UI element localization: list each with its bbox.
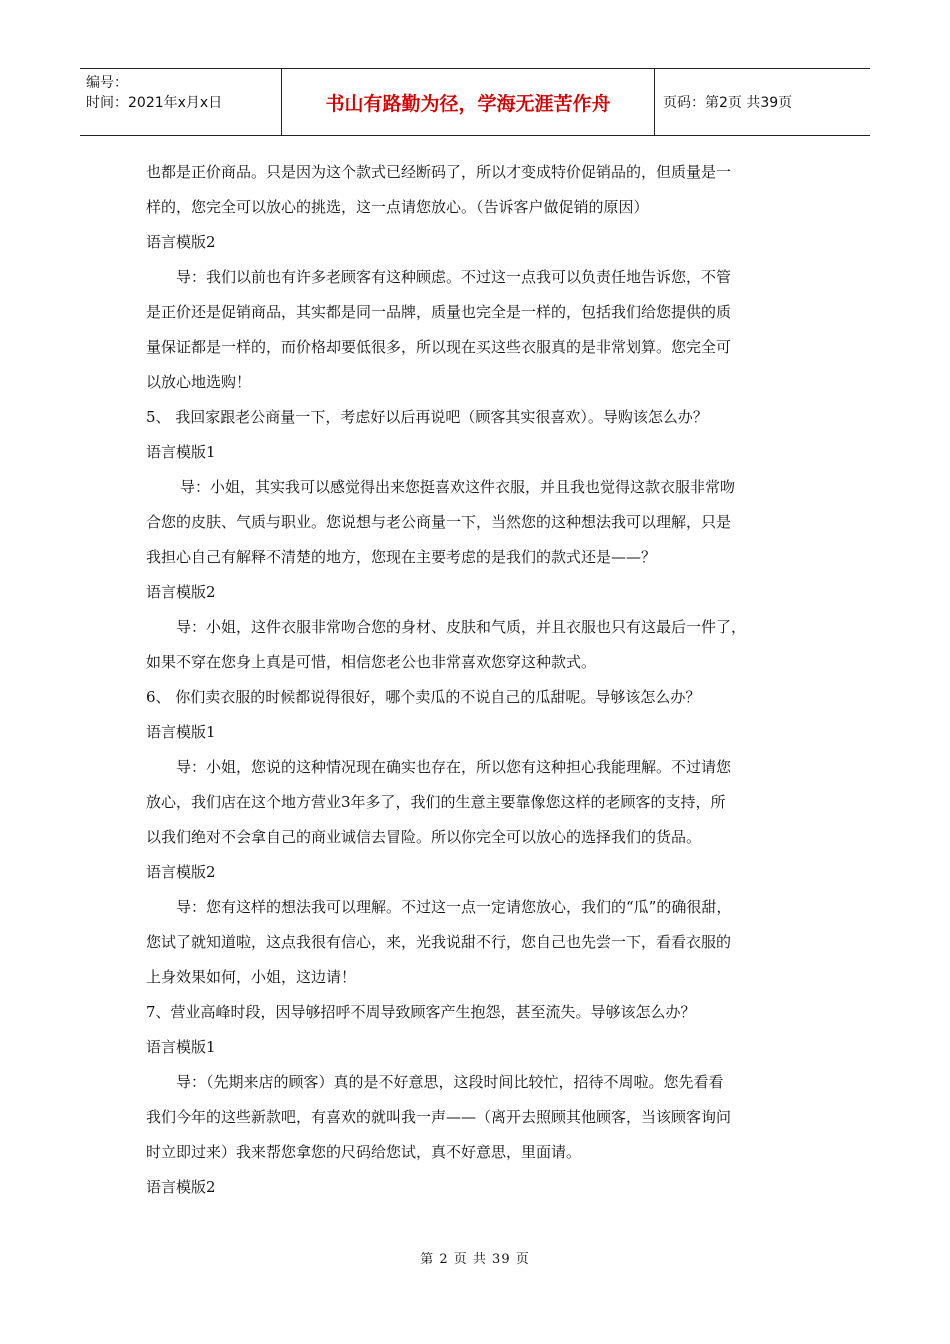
- text-line: 样的，您完全可以放心的挑选，这一点请您放心。（告诉客户做促销的原因）: [146, 198, 649, 216]
- document-header: [80, 68, 870, 136]
- text-line: 我们今年的这些新款吧，有喜欢的就叫我一声——（离开去照顾其他顾客，当该顾客询问: [146, 1108, 732, 1126]
- header-page-info: 页码：第2页 共39页: [663, 95, 793, 111]
- page-footer: 第 2 页 共 39 页: [420, 1252, 530, 1267]
- text-line: 上身效果如何，小姐，这边请！: [146, 968, 357, 986]
- text-line: 导：我们以前也有许多老顾客有这种顾虑。不过这一点我可以负责任地告诉您，不管: [176, 268, 732, 286]
- text-line: 是正价还是促销商品，其实都是同一品牌，质量也完全是一样的，包括我们给您提供的质: [146, 303, 732, 321]
- text-line: 合您的皮肤、气质与职业。您说想与老公商量一下，当然您的这种想法我可以理解，只是: [146, 513, 732, 531]
- text-line: 如果不穿在您身上真是可惜，相信您老公也非常喜欢您穿这种款式。: [146, 653, 597, 671]
- text-line: 我担心自己有解释不清楚的地方，您现在主要考虑的是我们的款式还是——？: [146, 548, 657, 566]
- text-line: 5、 我回家跟老公商量一下，考虑好以后再说吧（顾客其实很喜欢）。导购该怎么办？: [146, 408, 708, 426]
- text-line: 放心，我们店在这个地方营业3年多了，我们的生意主要靠像您这样的老顾客的支持，所: [146, 793, 726, 811]
- text-line: 导：小姐，您说的这种情况现在确实也存在，所以您有这种担心我能理解。不过请您: [176, 758, 732, 776]
- text-line: 6、 你们卖衣服的时候都说得很好，哪个卖瓜的不说自己的瓜甜呢。导够该怎么办？: [146, 688, 701, 706]
- text-line: 语言模版2: [146, 863, 216, 881]
- text-line: 以我们绝对不会拿自己的商业诚信去冒险。所以你完全可以放心的选择我们的货品。: [146, 828, 702, 846]
- text-line: 语言模版2: [146, 583, 216, 601]
- text-line: 语言模版1: [146, 443, 216, 461]
- text-line: 时立即过来）我来帮您拿您的尺码给您试，真不好意思，里面请。: [146, 1143, 582, 1161]
- text-line: 导：您有这样的想法我可以理解。不过这一点一定请您放心，我们的“瓜”的确很甜，: [176, 898, 732, 916]
- text-line: 导：（先期来店的顾客）真的是不好意思，这段时间比较忙，招待不周啦。您先看看: [176, 1073, 724, 1091]
- text-line: 语言模版1: [146, 1038, 216, 1056]
- text-line: 语言模版2: [146, 1178, 216, 1196]
- document-body: [146, 158, 814, 1208]
- text-line: 量保证都是一样的，而价格却要低很多，所以现在买这些衣服真的是非常划算。您完全可: [146, 338, 732, 356]
- header-meta: [80, 69, 282, 135]
- text-line: 您试了就知道啦，这点我很有信心，来，光我说甜不行，您自己也先尝一下，看看衣服的: [146, 933, 732, 951]
- text-line: 语言模版2: [146, 233, 216, 251]
- document-number-label: 编号：: [86, 75, 128, 91]
- text-line: 语言模版1: [146, 723, 216, 741]
- text-line: 导：小姐，其实我可以感觉得出来您挺喜欢这件衣服，并且我也觉得这款衣服非常吻: [180, 478, 736, 496]
- header-motto: 书山有路勤为径，学海无涯苦作舟: [282, 69, 655, 135]
- document-date-label: 时间：2021年x月x日: [86, 95, 223, 111]
- text-line: 也都是正价商品。只是因为这个款式已经断码了，所以才变成特价促销品的，但质量是一: [146, 163, 732, 181]
- text-line: 以放心地选购！: [146, 373, 252, 391]
- text-line: 7、营业高峰时段，因导够招呼不周导致顾客产生抱怨，甚至流失。导够该怎么办？: [146, 1003, 696, 1021]
- text-line: 导：小姐，这件衣服非常吻合您的身材、皮肤和气质，并且衣服也只有这最后一件了，: [176, 618, 747, 636]
